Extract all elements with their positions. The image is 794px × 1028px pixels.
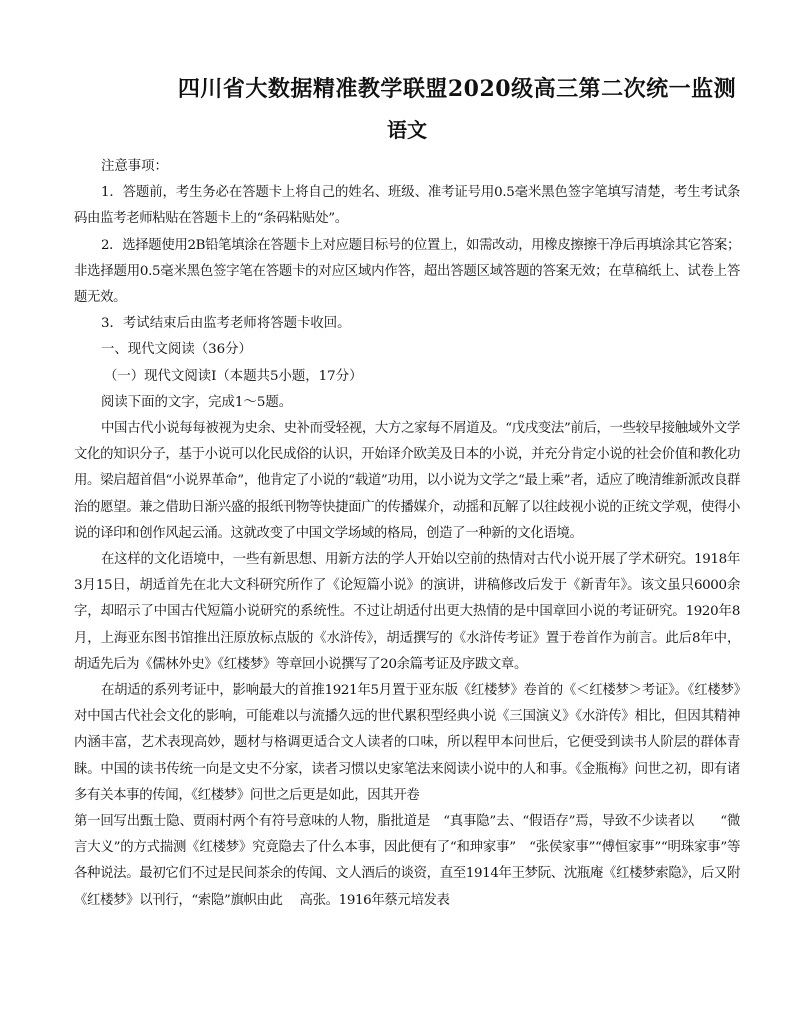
passage-paragraph-2: 在这样的文化语境中，一些有新思想、用新方法的学人开始以空前的热情对古代小说开展了学术研究。1918年3月15日，胡适首先在北大文科研究所作了《论短篇小说》的演讲，讲稿修改后发于《新青年》。该文虽只6000余字，却昭示了中国古代短篇小说研究的系统性。不过让胡适付出更大热情的是中国章回小说的考证研究。1920年8月，上海亚东图书馆推出汪原放标点版的《水浒传》，胡适撰写的《水浒传考证》置于卷首作为前言。此后8年中，胡适先后为《儒林外史》《红楼梦》等章回小说撰写了20余篇考证及序跋文章。: [74, 552, 740, 672]
reading-instruction: 阅读下面的文字，完成1～5题。: [101, 394, 293, 410]
exam-title: 四川省大数据精准教学联盟2020级高三第二次统一监测: [177, 76, 737, 102]
notice-heading: 注意事项：: [101, 159, 168, 174]
notice-item-1: 1．答题前，考生务必在答题卡上将自己的姓名、班级、准考证号用0.5毫米黑色签字笔填写清楚，考生考试条码由监考老师粘贴在答题卡上的“条码粘贴处”。: [74, 185, 740, 227]
subsection-heading: （一）现代文阅读I（本题共5小题，17分）: [104, 368, 363, 384]
passage-continuation: 第一回写出甄士隐、贾雨村两个有符号意味的人物，脂批道是 “真事隐”去、“假语存”焉，导致不少读者以 “微言大义”的方式揣测《红楼梦》究竟隐去了什么本事，因此便有了“和珅家事” “张侯家事”“傅恒家事”“明珠家事”等各种说法。最初它们不过是民间茶余的传闻、文人酒后的谈资，直至1914年王梦阮、沈瓶庵《红楼梦索隐》，后又附《红楼梦》以刊行，“索隐”旗帜由此 高张。1916年蔡元培发表: [74, 814, 740, 908]
notice-item-2: 2．选择题使用2B铅笔填涂在答题卡上对应题目标号的位置上，如需改动，用橡皮擦擦干净后再填涂其它答案；非选择题用0.5毫米黑色签字笔在答题卡的对应区域内作答，超出答题区域答题的答案无效；在草稿纸上、试卷上答题无效。: [74, 237, 740, 306]
subject-heading: 语文: [387, 118, 427, 142]
notice-item-3: 3．考试结束后由监考老师将答题卡收回。: [101, 316, 351, 332]
passage-paragraph-1: 中国古代小说每每被视为史余、史补而受轻视，大方之家每不屑道及。“戊戌变法”前后，一些较早接触域外文学文化的知识分子，基于小说可以化民成俗的认识，开始译介欧美及日本的小说，并充分肯定小说的社会价值和教化功用。梁启超首倡“小说界革命”，他肯定了小说的“载道”功用，以小说为文学之“最上乘”者，适应了晚清维新派改良群治的愿望。兼之借助日渐兴盛的报纸刊物等快捷面广的传播媒介，动摇和瓦解了以往歧视小说的正统文学观，使得小说的译印和创作风起云涌。这就改变了中国文学场域的格局，创造了一种新的文化语境。: [74, 421, 740, 541]
passage-paragraph-3: 在胡适的系列考证中，影响最大的首推1921年5月置于亚东版《红楼梦》卷首的《＜红楼梦＞考证》。《红楼梦》对中国古代社会文化的影响，可能难以与流播久远的世代累积型经典小说《三国演义》《水浒传》相比，但因其精神内涵丰富，艺术表现高妙，题材与格调更适合文人读者的口味，所以程甲本问世后，它便受到读书人阶层的群体青睐。中国的读书传统一向是文史不分家，读者习惯以史家笔法来阅读小说中的人和事。《金瓶梅》问世之初，即有诸多有关本事的传闻，《红楼梦》问世之后更是如此，因其开卷: [74, 683, 740, 803]
section-heading: 一、现代文阅读（36分）: [101, 342, 252, 358]
